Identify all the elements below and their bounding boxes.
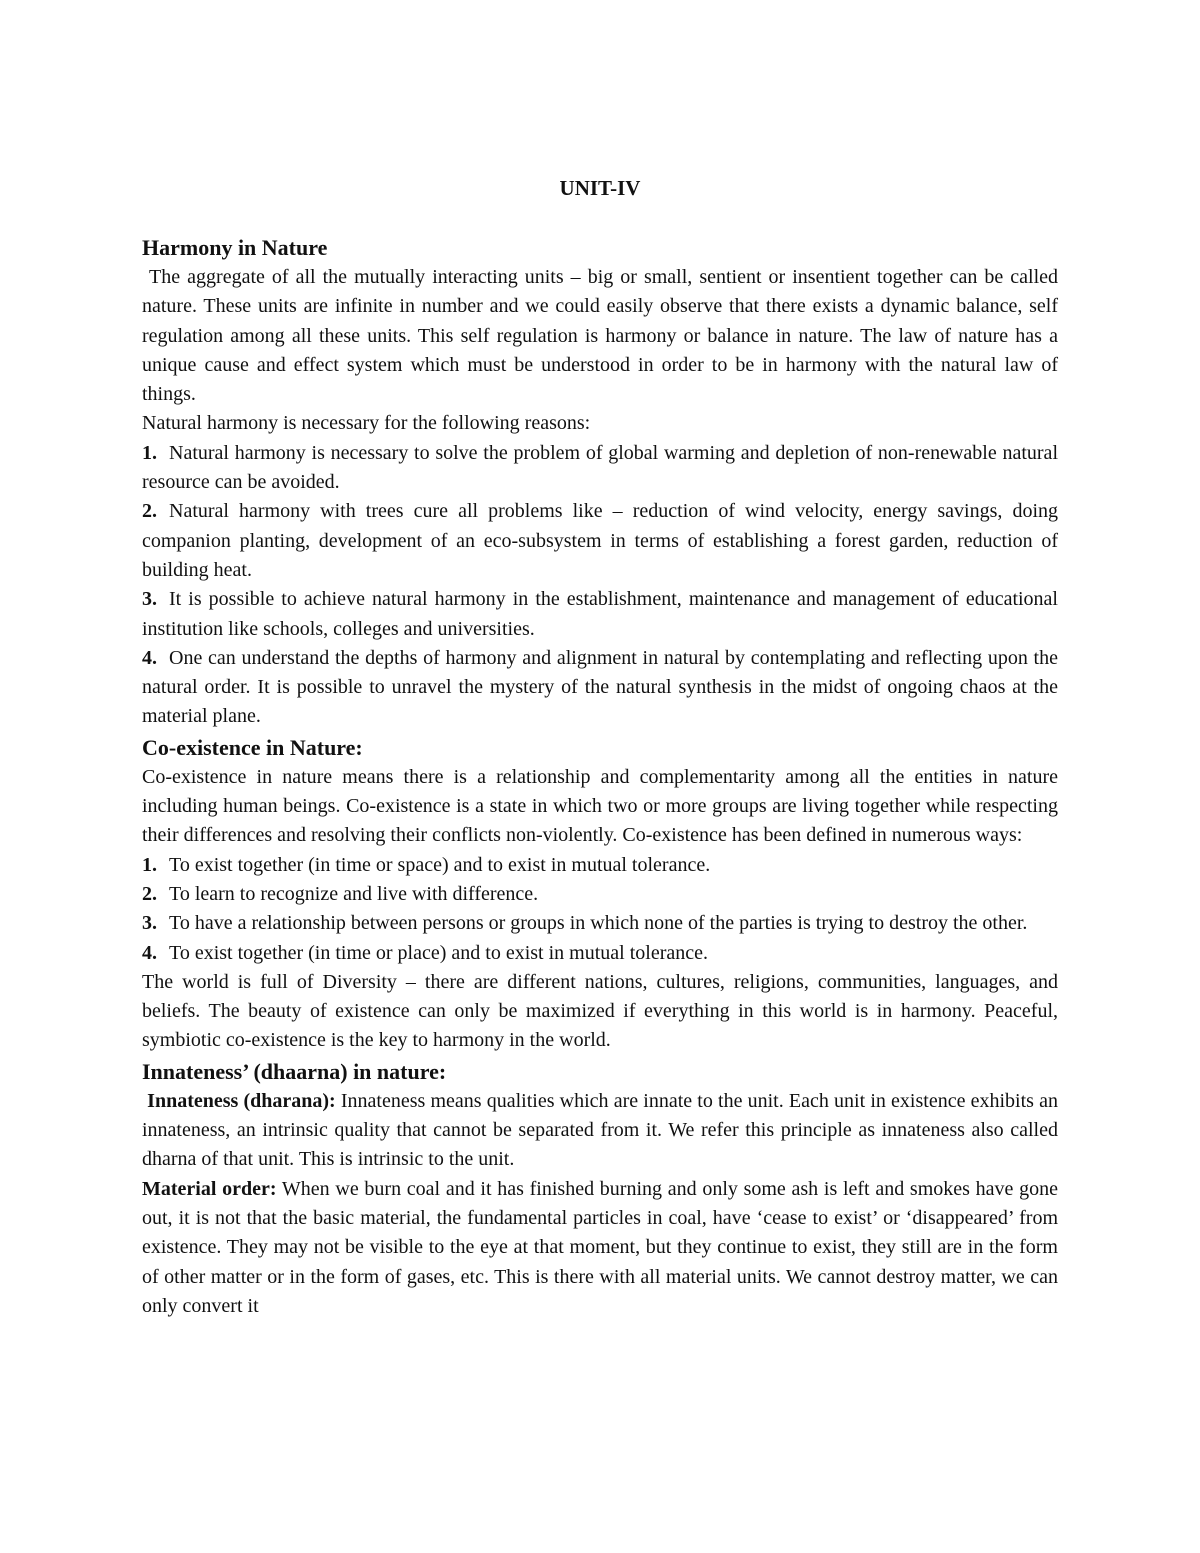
- paragraph-coexistence-intro: Co-existence in nature means there is a relationship and complementarity among all the entities in nature including human beings. Co-existence is a state in which two or more groups are living together while respecting their differences and resolving their conflicts non-violently. Co-existence has been defined in numerous ways:: [142, 765, 1058, 847]
- paragraph-innateness-definition: [142, 1087, 1063, 1175]
- list-item: [142, 644, 1058, 732]
- term-innateness-dharana: Innateness (dharana):: [142, 1089, 336, 1112]
- definition-text: Innateness means qualities which are innate to the unit. Each unit in existence exhibits an innateness, an intrinsic quality that cannot be separated from it. We refer this principle as innateness also called dharna of that unit. This is intrinsic to the unit.: [142, 1089, 1063, 1171]
- paragraph-coexistence-closing: The world is full of Diversity – there are different nations, cultures, religions, communities, languages, and beliefs. The beauty of existence can only be maximized if everything in this world is in harmony. Peaceful, symbiotic co-existence is the key to harmony in the world.: [142, 970, 1058, 1052]
- material-order-text: When we burn coal and it has finished burning and only some ash is left and smokes have gone out, it is not that the basic material, the fundamental particles in coal, have ‘cease to exist’ or ‘disappeared’ from existence. They may not be visible to the eye at that moment, but they continue to exist, they still are in the form of other matter or in the form of gases, etc. This is there with all material units. We cannot destroy matter, we can only convert it: [142, 1177, 1063, 1317]
- heading-harmony-in-nature: Harmony in Nature: [142, 235, 328, 260]
- list-number: 1.: [142, 853, 157, 876]
- list-number: 4.: [142, 941, 157, 964]
- list-item-text: Natural harmony with trees cure all problems like – reduction of wind velocity, energy savings, doing companion planting, development of an eco-subsystem in terms of establishing a forest garden, reduction of building heat.: [142, 500, 1058, 581]
- list-item: [142, 585, 1058, 644]
- unit-title: UNIT-IV: [559, 176, 641, 200]
- list-item: [142, 909, 1058, 938]
- list-item-text: To learn to recognize and live with difference.: [169, 882, 539, 905]
- list-number: 2.: [142, 500, 157, 523]
- list-item: [142, 439, 1058, 498]
- list-number: 3.: [142, 912, 157, 935]
- list-item-text: One can understand the depths of harmony and alignment in natural by contemplating and reflecting upon the natural order. It is possible to unravel the mystery of the natural synthesis in the midst of ongoing chaos at the material plane.: [142, 646, 1058, 728]
- list-number: 4.: [142, 646, 157, 669]
- list-item-text: It is possible to achieve natural harmony in the establishment, maintenance and management of educational institution like schools, colleges and universities.: [142, 588, 1058, 640]
- list-item-text: Natural harmony is necessary to solve the problem of global warming and depletion of non-renewable natural resource can be avoided.: [142, 441, 1058, 494]
- heading-innateness-in-nature: Innateness’ (dhaarna) in nature:: [142, 1058, 447, 1084]
- list-number: 3.: [142, 588, 157, 611]
- list-item-text: To have a relationship between persons or groups in which none of the parties is trying to destroy the other.: [169, 912, 1028, 935]
- document-page: [142, 168, 1064, 1321]
- list-number: 1.: [142, 441, 157, 464]
- heading-coexistence-in-nature: Co-existence in Nature:: [142, 734, 363, 760]
- list-number: 2.: [142, 882, 157, 905]
- paragraph-harmony-intro: The aggregate of all the mutually interacting units – big or small, sentient or insentient together can be called nature. These units are infinite in number and we could easily observe that there exists a dynamic balance, self regulation among all these units. This self regulation is harmony or balance in nature. The law of nature has a unique cause and effect system which must be understood in order to be in harmony with the natural law of things.: [142, 266, 1064, 406]
- list-item: [142, 497, 1058, 585]
- term-material-order: Material order:: [142, 1177, 277, 1200]
- paragraph-material-order: [142, 1175, 1063, 1321]
- paragraph-reasons-lead: Natural harmony is necessary for the following reasons:: [142, 412, 591, 435]
- list-item: [142, 939, 1058, 968]
- list-item-text: To exist together (in time or space) and to exist in mutual tolerance.: [169, 853, 711, 876]
- list-item-text: To exist together (in time or place) and to exist in mutual tolerance.: [169, 941, 708, 964]
- list-item: [142, 880, 1058, 909]
- list-item: [142, 851, 1058, 880]
